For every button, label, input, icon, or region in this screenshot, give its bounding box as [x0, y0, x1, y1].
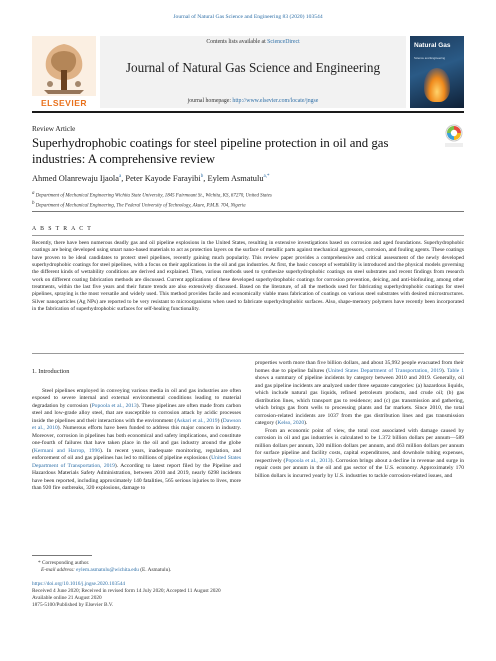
- masthead-center: [100, 36, 406, 108]
- affiliation-b: $^b$ Department of Mechanical Engineering, The Federal University of Technology, Akure, P.M.B. 704, Nigeria: [32, 200, 246, 209]
- article-title: Superhydrophobic coatings for steel pipeline protection in oil and gas industries: A comprehensive review: [32, 136, 389, 166]
- homepage-prefix: journal homepage:: [187, 98, 233, 104]
- citation-link[interactable]: Popoola et al., 2013: [91, 402, 137, 409]
- email-link[interactable]: eylem.asmatulu@wichita.edu: [76, 567, 139, 574]
- cover-title: Natural Gas: [414, 42, 451, 49]
- citation-link[interactable]: Popoola et al., 2013: [285, 457, 331, 464]
- citation-link[interactable]: Askari et al., 2019: [176, 417, 218, 424]
- sciencedirect-link[interactable]: ScienceDirect: [267, 39, 300, 45]
- cover-subtitle: Science and Engineering: [414, 56, 446, 60]
- footnotes: [32, 560, 464, 610]
- abstract-heading: A B S T R A C T: [32, 226, 93, 232]
- author-3[interactable]: Eylem Asmatulu$^{a,*}$: [207, 174, 270, 183]
- journal-homepage-link[interactable]: http://www.elsevier.com/locate/jngse: [232, 98, 319, 104]
- citation-link[interactable]: United States Department of Transportation, 2019: [328, 367, 442, 374]
- article-type: Review Article: [32, 125, 76, 133]
- table-link[interactable]: Table 1: [447, 367, 464, 374]
- email-line: E-mail address: eylem.asmatulu@wichita.edu (E. Asmatulu).: [41, 567, 172, 574]
- citation-link[interactable]: Kermani and Harrop, 1996: [33, 447, 100, 454]
- citation-link[interactable]: United States Department of Transportation, 2019: [32, 455, 242, 469]
- masthead-rule: [32, 111, 464, 113]
- body-column-right: [255, 360, 464, 480]
- journal-masthead: [32, 36, 464, 108]
- cover-flame-image: [424, 68, 450, 102]
- journal-cover-thumbnail[interactable]: [410, 36, 464, 108]
- corresponding-author-note: * Corresponding author.: [38, 560, 90, 566]
- paragraph-1-continued: properties worth more than five billion dollars, and about 35,992 people evacuated from their homes due to pipeline failures (United States Department of Transportation, 2019). Table 1 shows a summary of pipeline incidents by category between 2010 and 2019. Generally, oil and gas pipeline incidents are analyzed under three separate categories: (a) hazardous liquids, which include natural gas liquids, refined petroleum products, and crude oil; (b) gas distribution lines, which transport gas to residence; and (c) gas transmission and gathering, which brings gas from wells to processing plants and far markets. Since 2010, the total corrosion-related incidents are 1037 from the gas distribution lines and gas transmission category (Kelso, 2020).: [255, 360, 464, 426]
- footnote-rule: [32, 555, 92, 556]
- elsevier-tree-icon: [32, 36, 96, 96]
- journal-title[interactable]: Journal of Natural Gas Science and Engineering: [125, 60, 381, 75]
- running-head[interactable]: Journal of Natural Gas Science and Engineering 83 (2020) 103544: [173, 14, 323, 20]
- body-top-rule: [32, 353, 464, 354]
- abstract-heading-rule: [32, 235, 464, 236]
- body-column-left: [32, 360, 241, 493]
- affiliation-a: $^a$ Department of Mechanical Engineering Wichita State University, 1845 Fairmount St., Wichita, KS, 67270, United States: [32, 191, 272, 199]
- check-for-updates-icon[interactable]: [444, 124, 464, 148]
- publisher-logo-text: ELSEVIER: [40, 98, 88, 108]
- citation-link[interactable]: Dawson et al., 2010: [32, 417, 241, 431]
- section-heading: 1. Introduction: [32, 368, 70, 375]
- affiliations: [32, 190, 272, 210]
- contents-line: [100, 39, 406, 45]
- paragraph-2: From an economic point of view, the total cost associated with damage caused by corrosion in oil and gas industries is calculated to be 1.372 billion dollars per annum—589 million dollars per annum, 320 million dollars per annum, and 463 million dollars per annum for surface pipeline and facility costs, capital expenditures, and downhole tubing expenses, respectively (Popoola et al., 2013). Corrosion brings about a decline in revenue and surge in repair costs per annum in the oil and gas sector of the U.S. economy. Approximately 170 billion dollars is incurred yearly by U.S. industries to tackle corrosion-related issues, and: [255, 427, 465, 479]
- author-2[interactable]: Peter Kayode Farayibi$^b$: [125, 174, 204, 183]
- citation-link[interactable]: Kelso, 2020: [277, 420, 305, 426]
- abstract-top-rule: [32, 211, 464, 212]
- contents-prefix: Contents lists available at: [206, 39, 268, 45]
- paragraph-1: Steel pipelines employed in conveying various media in oil and gas industries are often exposed to severe internal and external environmental conditions leading to material degradation by corrosion (Popoola et al., 2013). These pipelines are often made from carbon steel and low-grade alloy steel, that are susceptible to corrosion attack by acidic processes inside the pipelines and their interactions with the environment (Askari et al., 2019) (Dawson et al., 2010). Numerous efforts have been funded to address this major concern in industry. Moreover, corrosion in pipelines has both economical and safety implications, and constitute one-fourth of failures that have taken place in the oil and gas industry around the globe (Kermani and Harrop, 1996). In recent years, inadequate monitoring, regulation, and enforcement of oil and gas pipelines has led to millions of pipeline explosions (United States Department of Transportation, 2019). According to latest report filed by the Pipeline and Hazardous Materials Safety Administration, between 2010 and 2019, nearly 6298 incidents have been reported, including approximately 140 fatalities, 565 serious injuries to lives, more than 920 fire outbreaks, 320 explosions, damage to: [32, 387, 242, 491]
- doi-link[interactable]: https://doi.org/10.1016/j.jngse.2020.103544: [32, 581, 126, 588]
- author-list: Ahmed Olanrewaju Ijaola$^a$, Peter Kayode Farayibi$^b$, Eylem Asmatulu$^{a,*}$: [32, 174, 270, 183]
- received-dates: Received 4 June 2020; Received in revised form 14 July 2020; Accepted 11 August 2020: [32, 588, 221, 595]
- elsevier-logo[interactable]: [32, 36, 96, 108]
- abstract-text: Recently, there have been numerous deadly gas and oil pipeline explosions in the United States, resulting in extensive investigations based on corrosion and aged foundations. Superhydrophobic coatings are being developed using smart nano-based materials to act as protection layers on the surface of metallic parts against mechanical aggressors, corrosion, and fouling agents. These coatings have proven to be ideal candidates to protect steel pipelines, recently gaining much popularity. This review paper provides a comprehensive and critical assessment of the newly developed superhydrophobic coatings for steel pipelines, with a focus on their applications in the oil and gas industries. At first, the basic concept of wettability is introduced and the physical models governing the different kinds of wettability conditions are derived and explained. Then, various methods used to synthesize superhydrophobic coatings on steel substrates and recent findings from research work on different coating fabrication methods are discussed. Current applications of these developed superhydrophobic coatings for corrosion prevention, deicing, and anti-biofouling, among other treatments, within the last five years and their future trends are also extensively discussed. Based on the literature, of all the methods used for fabricating superhydrophobic coatings for steel pipelines, spraying is the most versatile and widely used. This method provides facile and economically viable mass fabrication of coatings on various steel substrates with desired microstructures. Silver nanoparticles (Ag NPs) are reported to be very resistant to microorganisms when used to fabricate superhydrophobic surfaces. Also, shape-memory polymers have recently been incorporated in the fabrication of superhydrophobic surfaces for self-healing functionality.: [32, 240, 464, 313]
- homepage-line: [100, 98, 406, 104]
- available-online-date: Available online 21 August 2020: [32, 595, 102, 602]
- copyright-line: 1875-5100/Published by Elsevier B.V.: [32, 602, 114, 609]
- author-1[interactable]: Ahmed Olanrewaju Ijaola$^a$: [32, 174, 122, 183]
